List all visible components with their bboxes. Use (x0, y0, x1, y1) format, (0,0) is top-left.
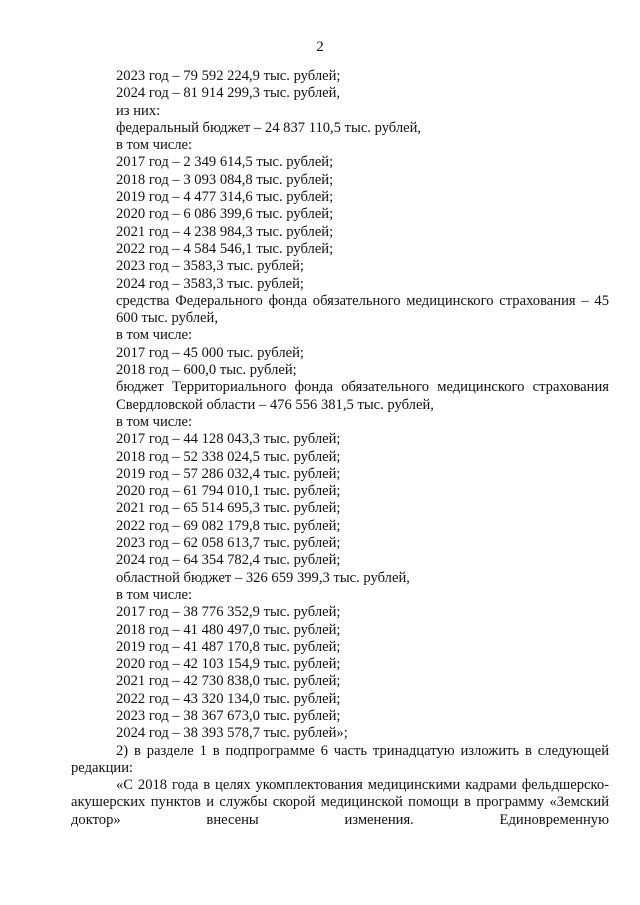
text-line: 2024 год – 81 914 299,3 тыс. рублей, (116, 85, 341, 102)
text-line: 2019 год – 41 487 170,8 тыс. рублей; (116, 638, 341, 655)
text-line: 2023 год – 3583,3 тыс. рублей; (116, 258, 304, 275)
tfoms-paragraph: бюджет Территориального фонда обязательного медицинского страхования Свердловской области – 476 556 381,5 тыс. рублей, (116, 379, 609, 413)
text-line: 2018 год – 3 093 084,8 тыс. рублей; (116, 171, 334, 188)
text-line: 2021 год – 65 514 695,3 тыс. рублей; (116, 500, 341, 517)
text-line: в том числе: (116, 137, 193, 154)
amendment-item-2: 2) в разделе 1 в подпрограмме 6 часть тринадцатую изложить в следующей редакции: (71, 742, 609, 776)
ffoms-paragraph: средства Федерального фонда обязательного медицинского страхования – 45 600 тыс. рублей, (116, 292, 609, 327)
text-line: 2020 год – 61 794 010,1 тыс. рублей; (116, 483, 341, 500)
text-line: в том числе: (116, 413, 193, 430)
text-line: 2022 год – 4 584 546,1 тыс. рублей; (116, 240, 334, 257)
text-line: 2017 год – 38 776 352,9 тыс. рублей; (116, 604, 341, 621)
text-line: в том числе: (116, 586, 193, 603)
text-line: областной бюджет – 326 659 399,3 тыс. рублей, (116, 569, 410, 586)
text-line: 2020 год – 42 103 154,9 тыс. рублей; (116, 656, 341, 673)
text-line: 2017 год – 44 128 043,3 тыс. рублей; (116, 431, 341, 448)
text-line: 2024 год – 3583,3 тыс. рублей; (116, 275, 304, 292)
quoted-paragraph: «С 2018 года в целях укомплектования медицинскими кадрами фельдшерско-акушерских пунктов и службы скорой медицинской помощи в программу «Земский доктор» внесены изменения. Единовременную (71, 777, 609, 828)
text-line: 2024 год – 64 354 782,4 тыс. рублей; (116, 552, 341, 569)
text-line: 2017 год – 2 349 614,5 тыс. рублей; (116, 154, 334, 171)
document-body (71, 68, 609, 829)
text-line: 2021 год – 4 238 984,3 тыс. рублей; (116, 223, 334, 240)
text-line: 2023 год – 62 058 613,7 тыс. рублей; (116, 535, 341, 552)
text-line: 2018 год – 600,0 тыс. рублей; (116, 362, 297, 379)
text-line: 2019 год – 4 477 314,6 тыс. рублей; (116, 189, 334, 206)
text-line: в том числе: (116, 327, 193, 344)
text-line: 2017 год – 45 000 тыс. рублей; (116, 344, 304, 361)
page-number: 2 (316, 39, 324, 55)
text-line: 2024 год – 38 393 578,7 тыс. рублей»; (116, 725, 348, 742)
text-line: 2023 год – 38 367 673,0 тыс. рублей; (116, 707, 341, 724)
text-line: из них: (116, 102, 161, 119)
text-line: 2018 год – 52 338 024,5 тыс. рублей; (116, 448, 341, 465)
text-line: 2023 год – 79 592 224,9 тыс. рублей; (116, 68, 341, 84)
text-line: 2019 год – 57 286 032,4 тыс. рублей; (116, 465, 341, 482)
text-line: 2018 год – 41 480 497,0 тыс. рублей; (116, 621, 341, 638)
text-line: 2022 год – 69 082 179,8 тыс. рублей; (116, 517, 341, 534)
text-line: 2021 год – 42 730 838,0 тыс. рублей; (116, 673, 341, 690)
text-line: федеральный бюджет – 24 837 110,5 тыс. рублей, (116, 119, 422, 136)
text-line: 2022 год – 43 320 134,0 тыс. рублей; (116, 690, 341, 707)
text-line: 2020 год – 6 086 399,6 тыс. рублей; (116, 206, 334, 223)
